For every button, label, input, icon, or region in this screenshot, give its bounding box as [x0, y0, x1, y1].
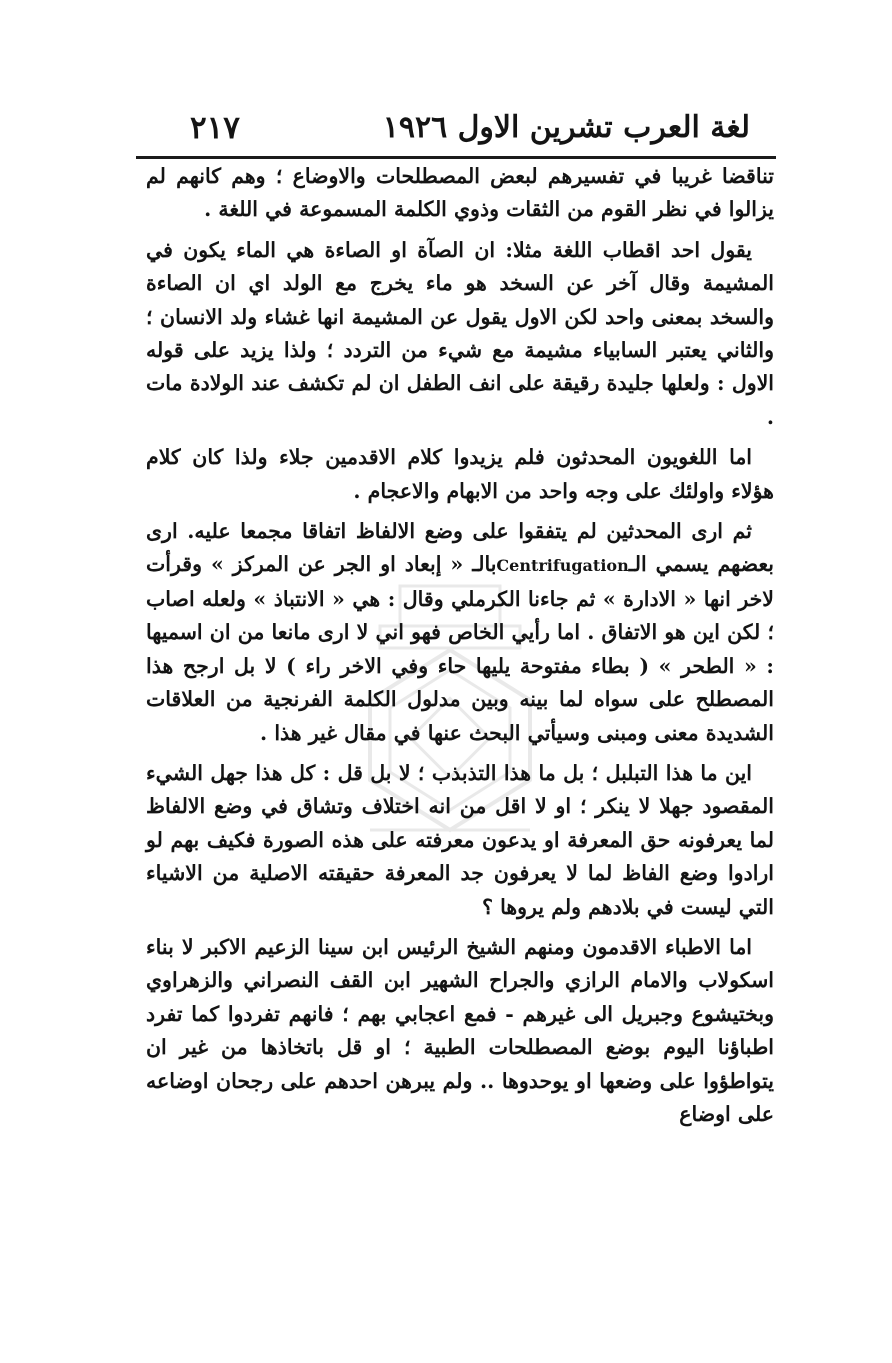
page-number: ٢١٧: [190, 110, 240, 146]
paragraph-4-text-start: ثم ارى المحدثين لم يتفقوا على وضع الالفاظ اتفاقا مجمعا عليه. ارى بعضهم يسمي الـ: [146, 519, 774, 577]
article-body: [146, 160, 774, 1138]
paragraph-4: [146, 515, 774, 750]
paragraph-4-text-end: بالـ « إبعاد او الجر عن المركز » وقرأت لاخر انها « الادارة » ثم جاءنا الكرملي وقال : هي « الانتباذ » ولعله اصاب ؛ لكن اين هو الاتفاق . اما رأيي الخاص فهو اني لا ارى مانعا من ان اسميها : « الطحر » ( بطاء مفتوحة يليها حاء وفي الاخر راء ) لا بل ارجح هذا المصطلح على سواه لما بينه وبين مدلول الكلمة الفرنجية من العلاقات الشديدة معنى ومبنى وسيأتي البحث عنها في مقال غير هذا .: [146, 552, 774, 745]
paragraph-2: يقول احد اقطاب اللغة مثلا: ان الصآة او الصاءة هي الماء يكون في المشيمة وقال آخر عن السخد هو ماء يخرج مع الولد اي ان الصاءة والسخد بمعنى واحد لكن الاول يقول عن المشيمة انها غشاء ولد الانسان ؛ والثاني يعتبر السابياء مشيمة مع شيء من التردد ؛ ولذا يزيد على قوله الاول : ولعلها جليدة رقيقة على انف الطفل ان لم تكشف عند الولادة مات .: [146, 237, 774, 429]
paragraph-3: اما اللغويون المحدثون فلم يزيدوا كلام الاقدمين جلاء ولذا كان كلام هؤلاء واولئك على وجه واحد من الابهام والاعجام .: [146, 445, 774, 503]
paragraph-1: تناقضا غريبا في تفسيرهم لبعض المصطلحات والاوضاع ؛ وهم كانهم لم يزالوا في نظر القوم من الثقات وذوي الكلمة المسموعة في اللغة .: [146, 164, 774, 222]
running-title: لغة العرب تشرين الاول ١٩٢٦: [382, 110, 750, 145]
paragraph-5: اين ما هذا التبلبل ؛ بل ما هذا التذبذب ؛ لا بل قل : كل هذا جهل الشيء المقصود جهلا لا ينكر ؛ او لا اقل من انه اختلاف وتشاق في وضع الالفاظ لما يعرفونه حق المعرفة او يدعون معرفته على هذه الصورة فكيف بهم لو ارادوا وضع الفاظ لما لا يعرفون جد المعرفة حقيقته الاصلية من الاشياء التي ليست في بلادهم ولم يروها ؟: [146, 760, 774, 919]
header-rule: [136, 156, 776, 159]
page-header: [150, 106, 750, 150]
latin-term: Centrifugation: [496, 556, 629, 576]
paragraph-6: اما الاطباء الاقدمون ومنهم الشيخ الرئيس ابن سينا الزعيم الاكبر لا بناء اسكولاب والامام الرازي والجراح الشهير ابن القف النصراني والزهراوي وبختيشوع وجبريل الى غيرهم - فمع اعجابي بهم ؛ فانهم تفردوا كما تفرد اطباؤنا اليوم بوضع المصطلحات الطبية ؛ او قل باتخاذها من غير ان يتواطؤوا على وضعها او يوحدوها .. ولم يبرهن احدهم على رجحان اوضاعه على اوضاع: [146, 934, 774, 1126]
